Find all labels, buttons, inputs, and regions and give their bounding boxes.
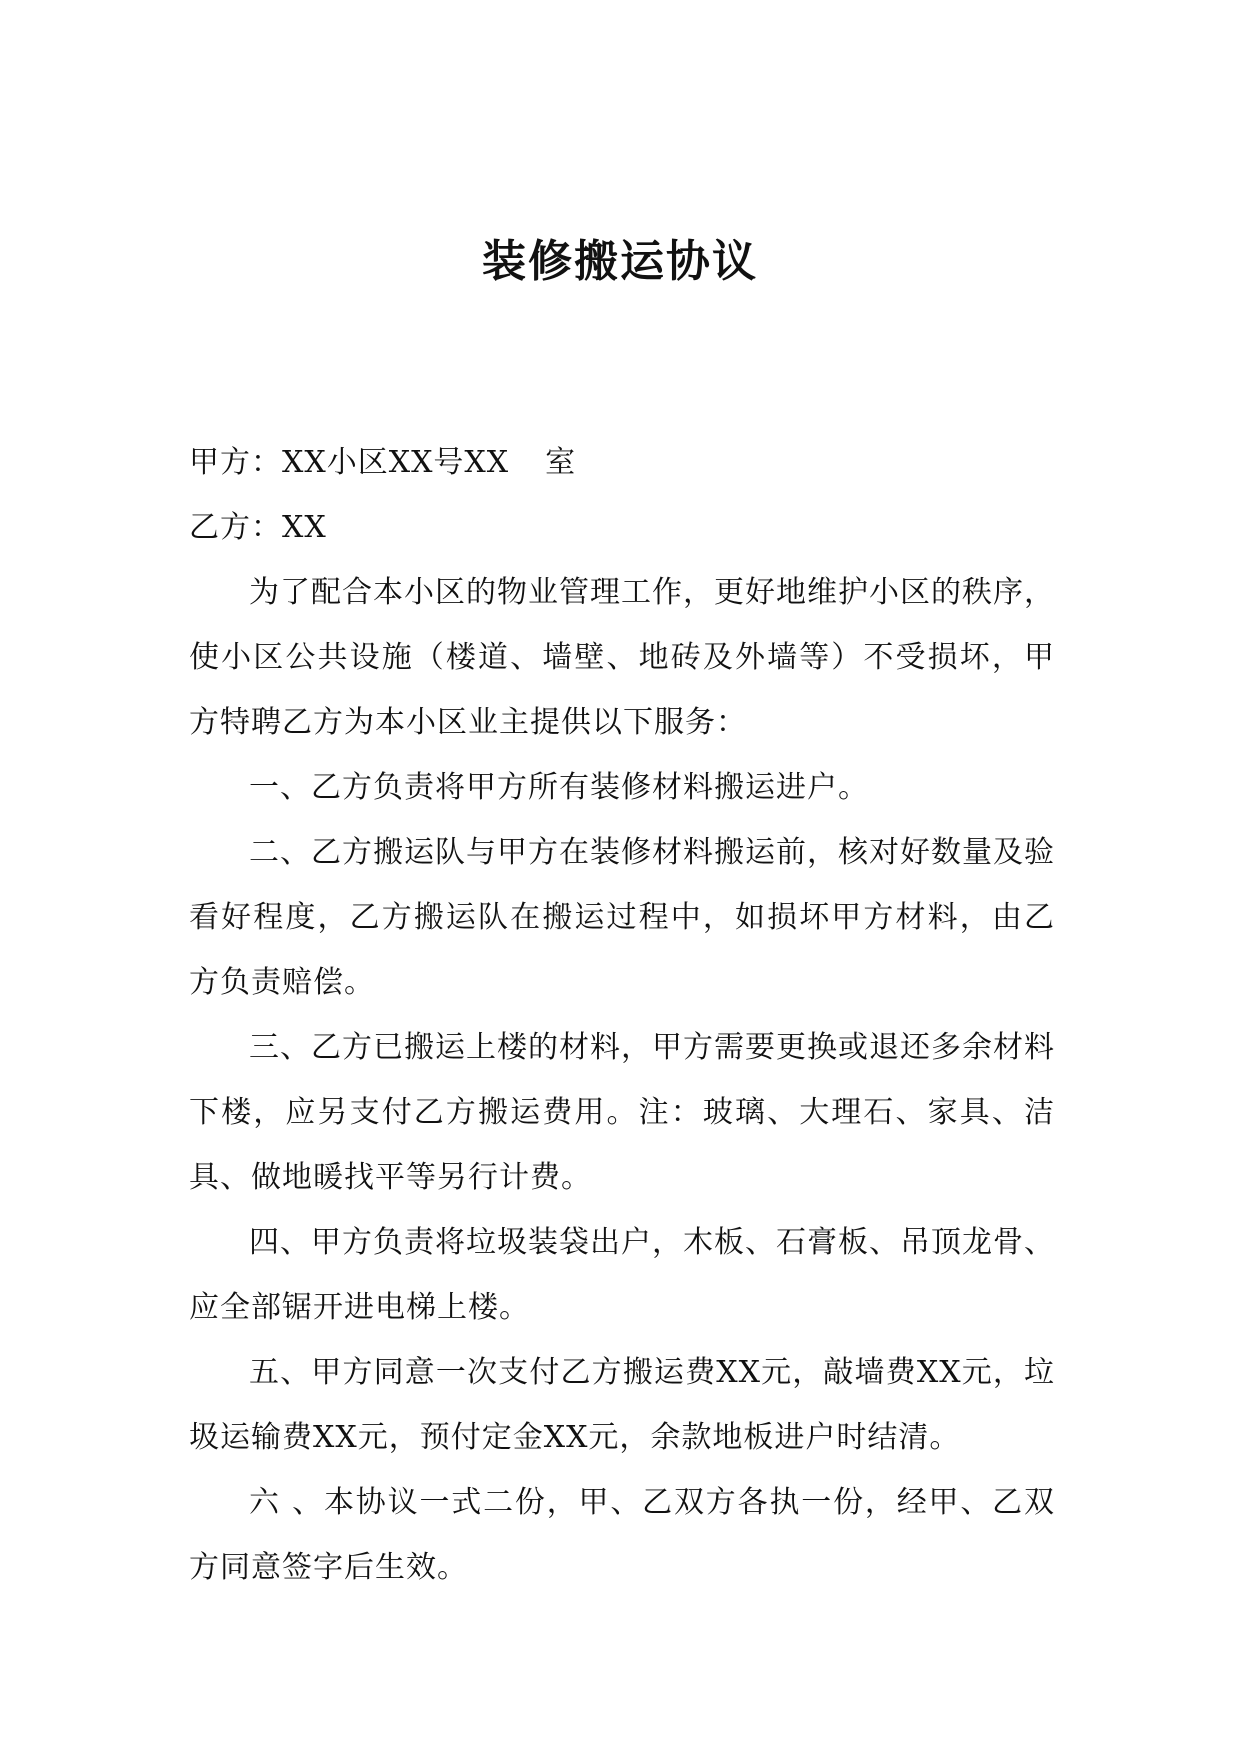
party-a-line bbox=[189, 430, 1055, 495]
document-body bbox=[189, 430, 1055, 1600]
party-b-value: XX bbox=[282, 510, 327, 545]
party-a-suffix: 室 bbox=[545, 445, 577, 480]
party-a-label: 甲方： bbox=[189, 445, 282, 480]
clause-4: 四、甲方负责将垃圾装袋出户，木板、石膏板、吊顶龙骨、应全部锯开进电梯上楼。 bbox=[189, 1225, 1055, 1325]
clause-6: 六 、本协议一式二份，甲、乙双方各执一份，经甲、乙双方同意签字后生效。 bbox=[189, 1485, 1055, 1585]
party-b-line bbox=[189, 495, 1055, 560]
document-title: 装修搬运协议 bbox=[482, 236, 758, 287]
party-b-label: 乙方： bbox=[189, 510, 282, 545]
party-a-value: XX小区XX号XX bbox=[282, 445, 510, 480]
clause-2: 二、乙方搬运队与甲方在装修材料搬运前，核对好数量及验看好程度，乙方搬运队在搬运过程中，如损坏甲方材料，由乙方负责赔偿。 bbox=[189, 835, 1055, 1000]
intro-paragraph: 为了配合本小区的物业管理工作，更好地维护小区的秩序，使小区公共设施（楼道、墙壁、地砖及外墙等）不受损坏，甲方特聘乙方为本小区业主提供以下服务： bbox=[189, 575, 1055, 740]
clause-3: 三、乙方已搬运上楼的材料，甲方需要更换或退还多余材料下楼，应另支付乙方搬运费用。注：玻璃、大理石、家具、洁具、做地暖找平等另行计费。 bbox=[189, 1030, 1055, 1195]
clause-1: 一、乙方负责将甲方所有装修材料搬运进户。 bbox=[249, 770, 869, 805]
clause-5: 五、甲方同意一次支付乙方搬运费XX元，敲墙费XX元，垃圾运输费XX元，预付定金XX元，余款地板进户时结清。 bbox=[189, 1355, 1055, 1455]
